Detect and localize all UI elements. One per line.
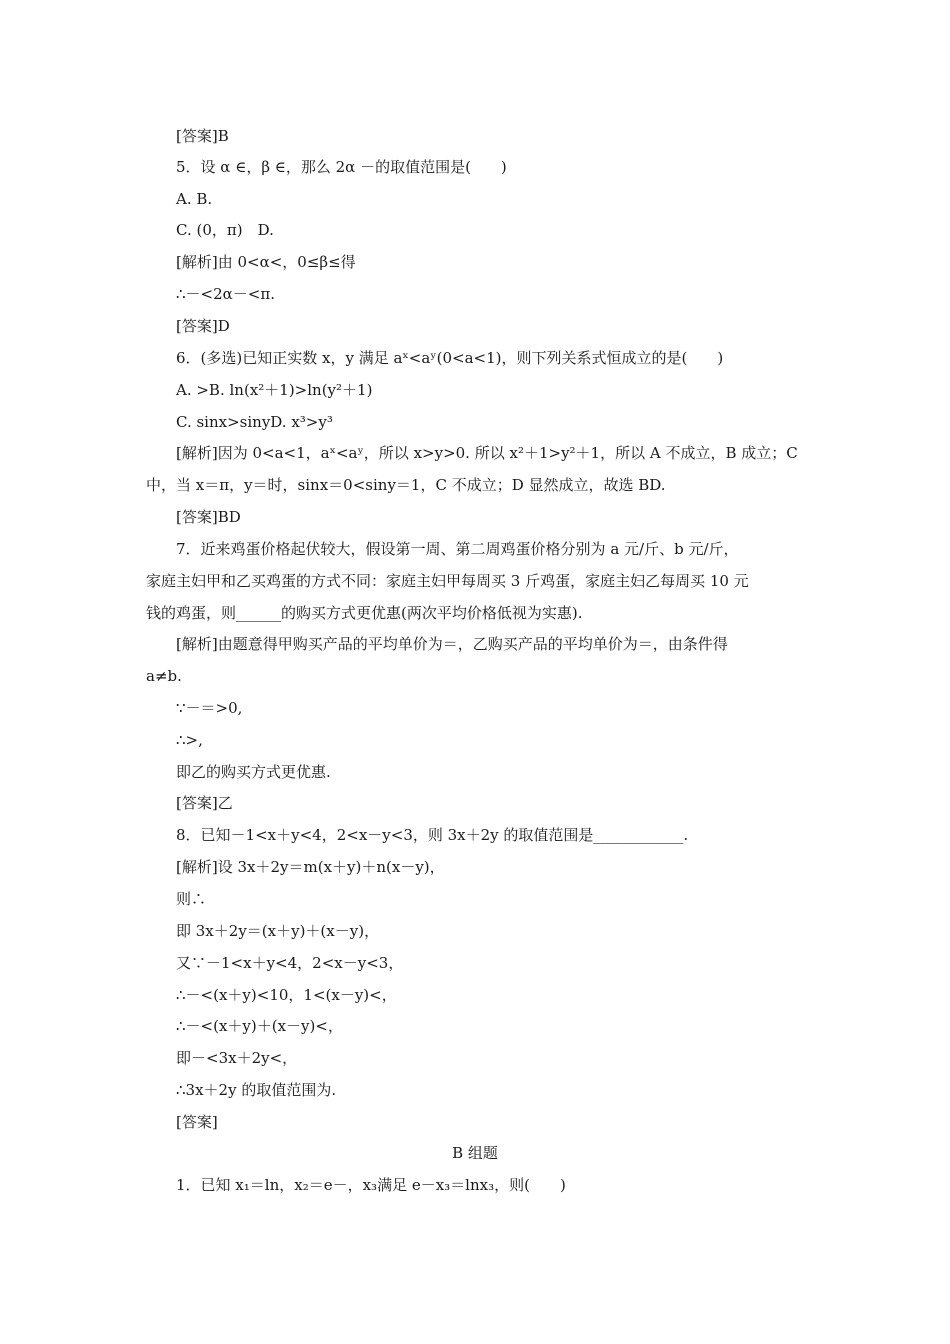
question-7-cont-2: 钱的鸡蛋，则______的购买方式更优惠(两次平均价格低视为实惠). — [146, 604, 583, 622]
analysis-q7: [解析]由题意得甲购买产品的平均单价为＝，乙购买产品的平均单价为＝，由条件得 — [176, 635, 728, 653]
options-cd-q5: C. (0，π) D. — [176, 221, 274, 239]
options-ab-q6: A. >B. ln(x²＋1)>ln(y²＋1) — [176, 381, 373, 399]
analysis-q8-step-4: ∴－<(x＋y)<10，1<(x－y)<， — [176, 986, 397, 1004]
analysis-q6: [解析]因为 0<a<1，aˣ<aʸ，所以 x>y>0. 所以 x²＋1>y²＋1，所以 A 不成立，B 成立；C — [176, 444, 798, 462]
analysis-q5: [解析]由 0<α<，0≤β≤得 — [176, 253, 356, 271]
answer-q8: [答案] — [176, 1113, 218, 1131]
analysis-q7-conclusion: 即乙的购买方式更优惠. — [176, 763, 331, 781]
question-b1: 1．已知 x₁＝ln，x₂＝e－，x₃满足 e－x₃＝lnx₃，则( ) — [176, 1176, 566, 1194]
analysis-q8: [解析]设 3x＋2y＝m(x＋y)＋n(x－y)， — [176, 858, 445, 876]
analysis-q7-step-2: ∴>, — [176, 731, 203, 749]
question-6: 6．(多选)已知正实数 x，y 满足 aˣ<aʸ(0<a<1)，则下列关系式恒成立的是( ) — [176, 349, 724, 367]
analysis-q7-cont: a≠b. — [146, 667, 182, 685]
question-7-cont-1: 家庭主妇甲和乙买鸡蛋的方式不同：家庭主妇甲每周买 3 斤鸡蛋，家庭主妇乙每周买 10 元 — [146, 572, 749, 590]
analysis-q5-result: ∴－<2α－<π. — [176, 285, 275, 303]
answer-q5: [答案]D — [176, 317, 230, 335]
answer-q6: [答案]BD — [176, 508, 241, 526]
analysis-q8-step-1: 则∴ — [176, 890, 207, 908]
analysis-q8-conclusion: ∴3x＋2y 的取值范围为. — [176, 1081, 337, 1099]
question-5: 5．设 α ∈，β ∈，那么 2α －的取值范围是( ) — [176, 158, 507, 176]
answer-q7: [答案]乙 — [176, 794, 233, 812]
section-heading-group-b: B 组题 — [452, 1144, 498, 1162]
analysis-q8-step-2: 即 3x＋2y＝(x＋y)＋(x－y)， — [176, 922, 380, 940]
analysis-q8-step-5: ∴－<(x＋y)＋(x－y)<， — [176, 1017, 343, 1035]
answer-line-q4: [答案]B — [176, 127, 229, 145]
analysis-q8-step-3: 又∵－1<x＋y<4，2<x－y<3， — [176, 954, 404, 972]
analysis-q8-step-6: 即－<3x＋2y<， — [176, 1049, 298, 1067]
analysis-q7-step-1: ∵－＝>0, — [176, 699, 243, 717]
analysis-q6-cont: 中，当 x＝π，y＝时，sinx＝0<siny＝1，C 不成立；D 显然成立，故选 BD. — [146, 476, 666, 494]
options-cd-q6: C. sinx>sinyD. x³>y³ — [176, 413, 333, 431]
question-8: 8．已知－1<x＋y<4，2<x－y<3，则 3x＋2y 的取值范围是____________. — [176, 826, 689, 844]
question-7: 7．近来鸡蛋价格起伏较大，假设第一周、第二周鸡蛋价格分别为 a 元/斤、b 元/斤， — [176, 540, 739, 558]
options-ab-q5: A. B. — [176, 190, 213, 208]
